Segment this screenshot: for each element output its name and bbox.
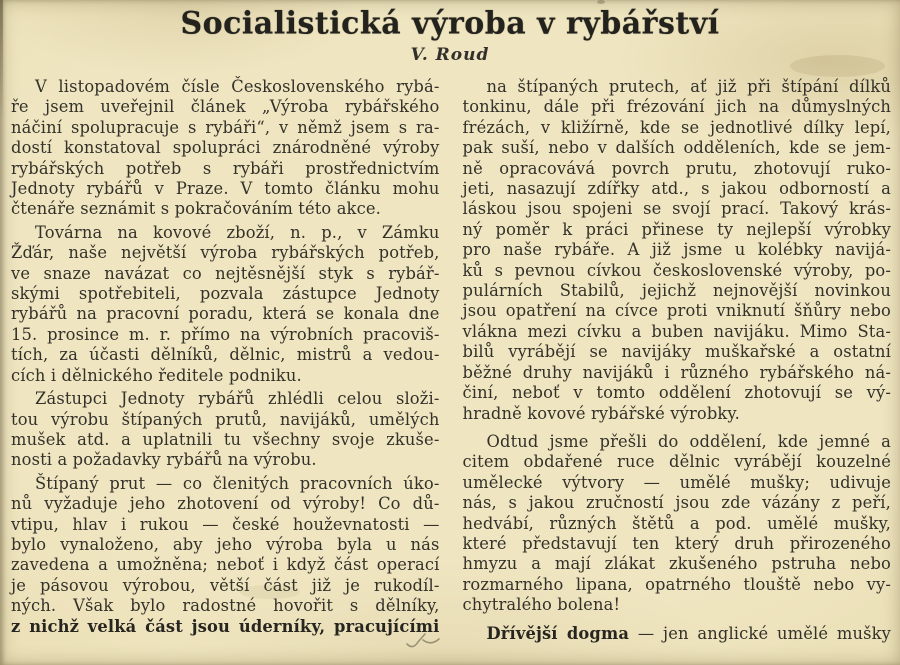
text-line: náčiní spolupracuje s rybáři“, v němž jsem s ra-: [11, 117, 440, 137]
text-line: nás, s jakou zručností jsou zde vázány z peří,: [462, 493, 891, 513]
text-line: hmyzu a mají zlákat zkušeného pstruha nebo: [462, 554, 891, 574]
text-line: pak suší, nebo v dalších odděleních, kde se jem-: [462, 138, 891, 158]
text-line: jsou opatření na cívce proti vniknutí šňůry nebo: [462, 301, 891, 321]
text-line: dostí konstatoval spolupráci znárodněné výroby: [11, 138, 440, 158]
text-line: ných. Však bylo radostné hovořit s dělníky,: [11, 596, 440, 616]
text-line: rybářů na pracovní poradu, která se konala dne: [11, 304, 440, 324]
text-line: Štípaný prut — co členitých pracovních úko-: [35, 473, 440, 493]
text-line: běžné druhy navijáků i různého rybářského ná-: [462, 362, 891, 382]
text-line: tích, za účasti dělníků, dělnic, mistrů a vedou-: [11, 345, 440, 365]
text-line: vlákna mezi cívku a buben navijáku. Mimo Sta-: [462, 321, 891, 341]
text-line: Odtud jsme přešli do oddělení, kde jemné a: [486, 431, 891, 451]
text-line: ků s pevnou cívkou československé výroby, po-: [462, 260, 891, 280]
article-body: [0, 65, 900, 644]
text-line: které představují ten který druh přirozeného: [462, 533, 891, 553]
paragraph: [11, 77, 440, 220]
text-line: hradně kovové rybářské výrobky.: [462, 403, 740, 423]
text-line: tou výrobu štípaných prutů, navijáků, umělých: [11, 409, 440, 429]
text-line: mušek atd. a uplatnili tu všechny svoje zkuše-: [11, 429, 440, 449]
text-line: chytralého bolena!: [462, 595, 621, 615]
article-header: [0, 0, 900, 65]
text-line: 15. prosince m. r. přímo na výrobních pracoviš-: [11, 324, 440, 344]
text-line: vtipu, hlav i rukou — české houževnatosti —: [11, 514, 440, 534]
text-line: jeti, nasazují zdířky atd., s jakou odborností a: [462, 179, 891, 199]
text-line: frézách, v kližírně, kde se jednotlivé dílky lepí,: [462, 117, 891, 137]
paragraph: [463, 624, 892, 644]
text-line: ný poměr k práci přinese ty nejlepší výrobky: [462, 219, 891, 239]
text-line: V listopadovém čísle Československého rybá-: [35, 77, 440, 96]
text-line: zavedena a umožněna; neboť i když část operací: [11, 555, 440, 575]
paragraph: [11, 474, 440, 637]
text-line: Jednoty rybářů v Praze. V tomto článku mohu: [11, 179, 440, 199]
text-line: Zástupci Jednoty rybářů zhlédli celou složi-: [35, 389, 440, 409]
text-line: citem obdařené ruce dělnic vyrábějí kouzelné: [462, 452, 891, 472]
text-line: rozmarného lipana, opatrného tlouště nebo vy-: [462, 574, 891, 594]
text-line: Žďár, naše největší výroba rybářských potřeb,: [11, 243, 440, 263]
text-line: umělecké výtvory — umělé mušky; udivuje: [462, 472, 891, 492]
text-line: pulárních Stabilů, jejichž nejnovější novinkou: [462, 281, 891, 301]
text-line: ve snaze navázat co nejtěsnější styk s rybář-: [11, 263, 440, 283]
column-right: [463, 77, 892, 644]
paper-speck: [597, 0, 605, 4]
article-author: V. Roud: [410, 45, 490, 65]
text-line: pro naše rybáře. A již jsme u kolébky navijá-: [462, 240, 891, 260]
text-line: bilů vyrábějí se navijáky muškařské a ostatní: [462, 342, 891, 362]
text-line: hedvábí, různých štětů a pod. umělé mušky,: [462, 513, 891, 533]
text-line: nosti a požadavky rybářů na výrobu.: [11, 450, 317, 470]
pencil-mark: [405, 630, 441, 652]
text-line: rybářských potřeb s rybáři prostřednictvím: [11, 158, 440, 178]
text-line: z nichž velká část jsou úderníky, pracujícími: [11, 616, 440, 636]
text-line: Továrna na kovové zboží, n. p., v Zámku: [35, 222, 440, 242]
text-line: na štípaných prutech, ať již při štípání dílků: [486, 77, 891, 96]
text-line: je pásovou výrobou, větší část již je rukodíl-: [11, 575, 440, 595]
article-title: Socialistická výroba v rybářství: [180, 5, 720, 42]
text-line: ně opracovává povrch prutu, zhotovují ruko-: [462, 158, 891, 178]
text-line: bylo vynaloženo, aby jeho výroba byla u nás: [11, 534, 440, 554]
text-line: čtenáře seznámit s pokračováním této akce.: [11, 199, 381, 219]
text-line: činí, neboť v tomto oddělení zhotovují se vý-: [462, 383, 891, 403]
paragraph: [11, 223, 440, 386]
text-line: skými spotřebiteli, pozvala zástupce Jednoty: [11, 284, 440, 304]
text-line: láskou jsou spojeni se svojí prací. Takový krás-: [462, 199, 891, 219]
text-line: cích i dělnického ředitele podniku.: [11, 365, 302, 385]
paragraph: [463, 432, 892, 616]
column-left: [11, 77, 440, 644]
paragraph: [11, 389, 440, 471]
text-line: ře jsem uveřejnil článek „Výroba rybářského: [11, 97, 440, 117]
text-line: tonkinu, dále při frézování jich na důmyslných: [462, 97, 891, 117]
text-line: nů vyžaduje jeho zhotovení od výroby! Co dů-: [11, 494, 440, 514]
paragraph: [463, 77, 892, 424]
text-line: Dřívější dogma — jen anglické umělé mušky: [486, 623, 891, 643]
